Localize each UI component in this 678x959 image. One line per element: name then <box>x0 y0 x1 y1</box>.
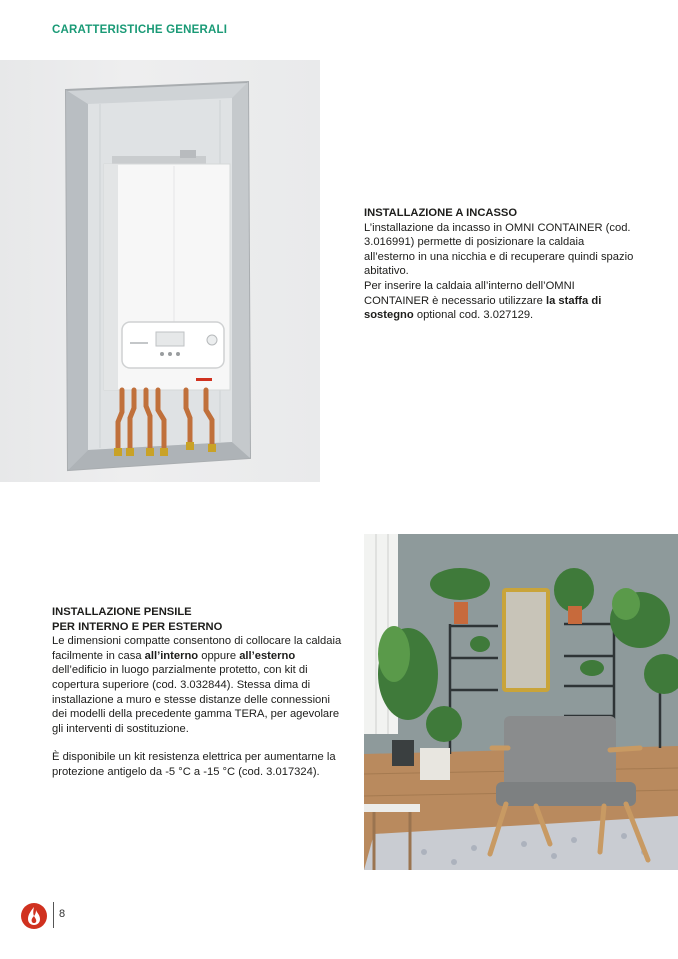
footer-divider <box>53 902 54 928</box>
staffa-sostegno-bold: la staffa di sostegno <box>364 294 602 322</box>
installazione-incasso-title: INSTALLAZIONE A INCASSO <box>364 207 518 219</box>
boiler-container-photo <box>0 60 320 482</box>
installazione-pensile-title-line-1: INSTALLAZIONE PENSILE <box>52 606 192 618</box>
paragraph-spacer <box>52 736 342 750</box>
pensile-p1-text-b: oppure <box>198 649 240 662</box>
incasso-p2-text-before: Per inserire la caldaia all’interno dell’OMNI CONTAINER è necessario utilizzare <box>364 279 575 307</box>
installazione-incasso-block <box>364 206 636 323</box>
page-number: 8 <box>59 908 66 920</box>
installazione-incasso-paragraph-2 <box>364 279 636 323</box>
incasso-p2-text-after: optional cod. 3.027129. <box>413 309 534 322</box>
all-esterno-bold: all’esterno <box>239 649 296 662</box>
section-heading: CARATTERISTICHE GENERALI <box>52 24 228 36</box>
installazione-pensile-block <box>52 605 342 780</box>
pensile-p1-text-c: dell’edificio in luogo parzialmente protetto, con kit di copertura superiore (cod. 3.032844). Stessa dima di installazione a muro e stesse distanze delle connessioni dei modelli della precedente gamma TERA, per agevolare gli interventi di sostituzione. <box>52 664 340 735</box>
installazione-pensile-paragraph-1 <box>52 634 342 736</box>
boiler-container-illustration <box>0 60 320 482</box>
interior-armchair-photo <box>364 534 678 870</box>
installazione-pensile-paragraph-2: È disponibile un kit resistenza elettrica per aumentarne la protezione antigelo da -5 °C a -15 °C (cod. 3.017324). <box>52 751 336 778</box>
interior-illustration <box>364 534 678 870</box>
installazione-pensile-title-line-2: PER INTERNO E PER ESTERNO <box>52 620 223 633</box>
installazione-incasso-paragraph-1: L’installazione da incasso in OMNI CONTAINER (cod. 3.016991) permette di posizionare la caldaia all’esterno in una nicchia e di recuperare quindi spazio abitativo. <box>364 221 634 278</box>
pensile-p1-text-a: Le dimensioni compatte consentono di collocare la caldaia facilmente in casa <box>52 635 342 662</box>
all-interno-bold: all’interno <box>144 649 199 662</box>
flame-logo-icon <box>20 902 48 930</box>
